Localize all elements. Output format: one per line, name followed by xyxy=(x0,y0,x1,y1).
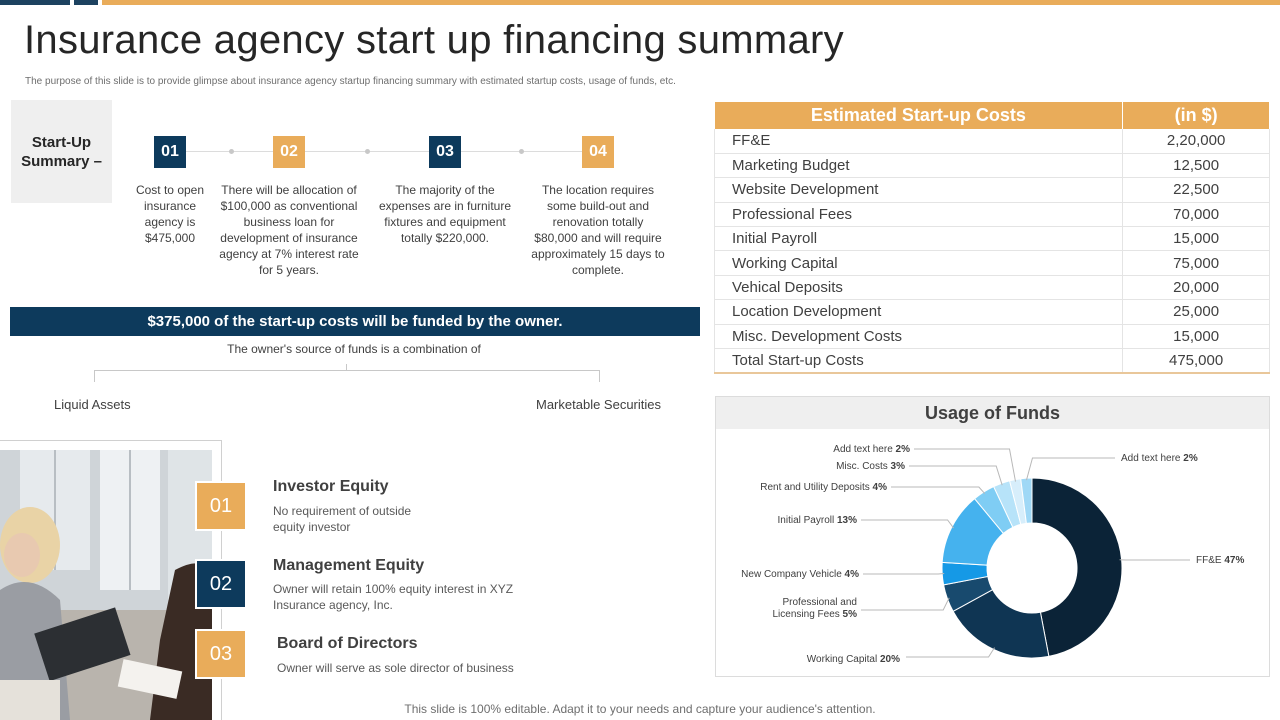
table-row xyxy=(715,324,1270,348)
management-equity-desc: Owner will retain 100% equity interest in XYZ Insurance agency, Inc. xyxy=(273,582,514,612)
cost-amount: 15,000 xyxy=(1123,324,1270,348)
table-row xyxy=(715,251,1270,275)
cost-item: FF&E xyxy=(715,129,1123,153)
table-row xyxy=(715,178,1270,202)
table-header-row xyxy=(715,102,1270,129)
board-of-directors-title: Board of Directors xyxy=(277,635,418,652)
step-text-4: The location requires some build-out and renovation totally $80,000 and will require approximately 15 days to complete. xyxy=(531,183,665,277)
connector-dot xyxy=(365,149,370,154)
table-header-amount: (in $) xyxy=(1123,102,1270,129)
donut-leader-line xyxy=(861,520,954,528)
funds-bracket xyxy=(94,370,600,382)
accent-navy xyxy=(0,0,70,5)
step-number-4: 04 xyxy=(582,136,614,168)
donut-label: Rent and Utility Deposits 4% xyxy=(760,482,887,493)
cost-amount: 15,000 xyxy=(1123,227,1270,251)
fund-source-liquid-assets: Liquid Assets xyxy=(54,397,131,412)
donut-label: Misc. Costs 3% xyxy=(836,461,905,472)
table-header-item: Estimated Start-up Costs xyxy=(715,102,1123,129)
cost-item: Misc. Development Costs xyxy=(715,324,1123,348)
donut-label: Initial Payroll 13% xyxy=(777,515,857,526)
office-meeting-photo xyxy=(0,450,212,720)
cost-item: Location Development xyxy=(715,300,1123,324)
donut-label: Licensing Fees 5% xyxy=(772,609,857,620)
donut-leader-line xyxy=(1026,458,1115,480)
owner-funding-banner: $375,000 of the start-up costs will be funded by the owner. xyxy=(10,307,700,336)
accent-navy-2 xyxy=(74,0,98,5)
step-text-3: The majority of the expenses are in furniture fixtures and equipment totally $220,000. xyxy=(378,183,512,245)
management-equity-title: Management Equity xyxy=(273,557,425,574)
connector-dot xyxy=(519,149,524,154)
step-text-2: There will be allocation of $100,000 as conventional business loan for development of insurance agency at 7% interest rate for 5 years. xyxy=(219,183,359,277)
accent-gold xyxy=(102,0,1280,5)
cost-amount: 75,000 xyxy=(1123,251,1270,275)
equity-number-2: 02 xyxy=(195,559,247,609)
cost-item: Website Development xyxy=(715,178,1123,202)
usage-of-funds-panel xyxy=(715,396,1270,677)
table-row xyxy=(715,300,1270,324)
donut-leader-line xyxy=(914,449,1016,482)
cost-amount: 25,000 xyxy=(1123,300,1270,324)
investor-equity-title: Investor Equity xyxy=(273,478,389,495)
funds-combination-text: The owner's source of funds is a combination of xyxy=(227,342,481,356)
donut-leader-line xyxy=(906,648,995,657)
donut-leader-line xyxy=(909,466,1002,485)
table-row xyxy=(715,202,1270,226)
donut-label: Professional and xyxy=(782,597,857,608)
page-subtitle: The purpose of this slide is to provide glimpse about insurance agency startup financing summary with estimated startup costs, usage of funds, etc. xyxy=(25,76,676,87)
connector-dot xyxy=(229,149,234,154)
donut-label: FF&E 47% xyxy=(1196,555,1245,566)
donut-leader-line xyxy=(891,487,985,494)
donut-label: Working Capital 20% xyxy=(806,654,900,665)
step-number-2: 02 xyxy=(273,136,305,168)
cost-item: Total Start-up Costs xyxy=(715,349,1123,373)
cost-amount: 2,20,000 xyxy=(1123,129,1270,153)
cost-item: Marketing Budget xyxy=(715,153,1123,177)
startup-costs-table xyxy=(714,102,1270,374)
table-row xyxy=(715,349,1270,373)
funds-bracket-tick xyxy=(346,364,347,371)
investor-equity-desc: No requirement of outside equity investor xyxy=(273,504,412,534)
fund-source-marketable-securities: Marketable Securities xyxy=(536,397,661,412)
cost-item: Vehical Deposits xyxy=(715,275,1123,299)
equity-number-1: 01 xyxy=(195,481,247,531)
donut-slice xyxy=(1032,478,1122,656)
usage-donut-chart xyxy=(716,397,1269,676)
equity-number-3: 03 xyxy=(195,629,247,679)
step-number-3: 03 xyxy=(429,136,461,168)
table-row xyxy=(715,275,1270,299)
donut-label: New Company Vehicle 4% xyxy=(741,569,859,580)
cost-item: Working Capital xyxy=(715,251,1123,275)
startup-summary-label xyxy=(11,100,112,203)
cost-amount: 70,000 xyxy=(1123,202,1270,226)
table-row xyxy=(715,227,1270,251)
steps-connector xyxy=(186,151,598,152)
startup-summary-text: Start-Up Summary – xyxy=(21,133,102,170)
cost-amount: 20,000 xyxy=(1123,275,1270,299)
table-row xyxy=(715,153,1270,177)
footer-note: This slide is 100% editable. Adapt it to your needs and capture your audience's attention. xyxy=(404,702,876,716)
cost-item: Professional Fees xyxy=(715,202,1123,226)
cost-amount: 22,500 xyxy=(1123,178,1270,202)
donut-label: Add text here 2% xyxy=(833,444,910,455)
donut-leader-line xyxy=(861,598,949,610)
donut-label: Add text here 2% xyxy=(1121,453,1198,464)
step-number-1: 01 xyxy=(154,136,186,168)
cost-item: Initial Payroll xyxy=(715,227,1123,251)
usage-of-funds-title: Usage of Funds xyxy=(716,397,1269,429)
top-accent-bar xyxy=(0,0,1280,5)
board-of-directors-desc: Owner will serve as sole director of business xyxy=(277,661,514,675)
table-row xyxy=(715,129,1270,153)
cost-amount: 475,000 xyxy=(1123,349,1270,373)
cost-amount: 12,500 xyxy=(1123,153,1270,177)
page-title: Insurance agency start up financing summary xyxy=(24,18,844,62)
step-text-1: Cost to open insurance agency is $475,000 xyxy=(135,183,205,245)
